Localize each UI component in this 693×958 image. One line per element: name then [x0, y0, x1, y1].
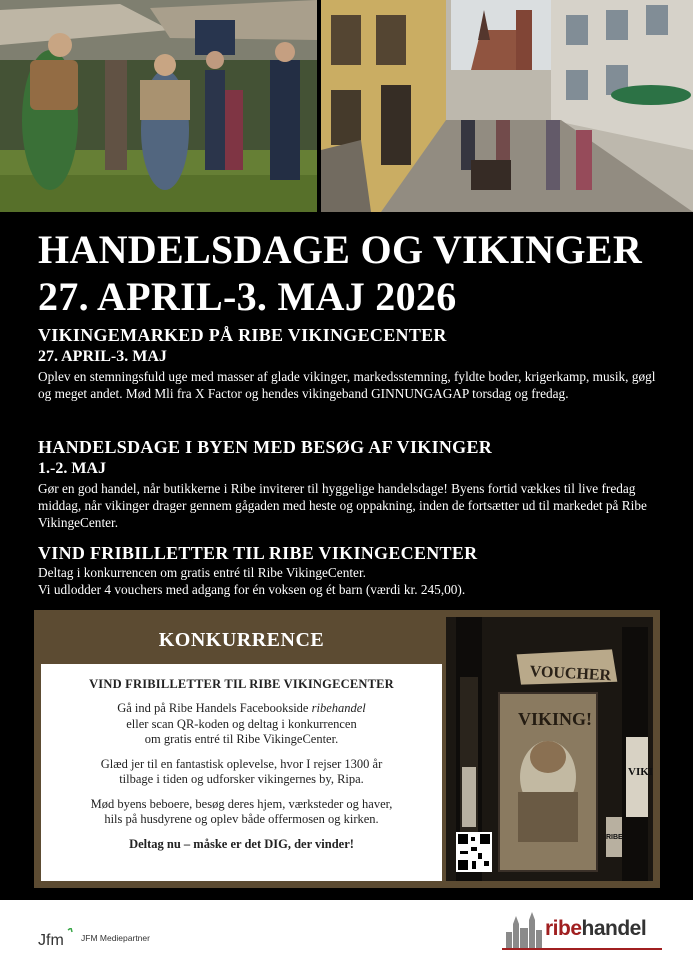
main-panel [0, 212, 693, 900]
jfm-logo[interactable] [38, 928, 74, 948]
footer [0, 900, 693, 958]
jfm-caption: JFM Mediepartner [81, 933, 150, 943]
contest-text: Gå ind på Ribe Handels Facebookside [117, 701, 312, 715]
contest-line [41, 701, 442, 717]
section-body-line: Deltag i konkurrencen om gratis entré til Ribe VikingeCenter. [38, 565, 366, 580]
contest-header: KONKURRENCE [41, 617, 442, 664]
contest-line: eller scan QR-koden og deltag i konkurrencen [126, 716, 357, 731]
contest-line: hils på husdyrene og oplev både offermosen og kirken. [104, 812, 379, 826]
section-vikingemarked [38, 325, 663, 402]
voucher-card-label: VOUCHER [529, 663, 612, 685]
voucher-photo [446, 617, 653, 881]
viking-market-photo [0, 0, 317, 212]
section-handelsdage [38, 437, 663, 531]
contest-line: om gratis entré til Ribe VikingeCenter. [144, 732, 339, 746]
bottle-label-text: VIKI [628, 766, 653, 778]
photo-strip [0, 0, 693, 212]
facebook-handle[interactable]: ribehandel [311, 701, 366, 715]
ribehandel-wordmark-ribe: ribe [545, 917, 582, 940]
contest-paragraph-facebook [41, 701, 442, 748]
section-title: HANDELSDAGE I BYEN MED BESØG AF VIKINGER [38, 437, 493, 457]
contest-paragraph-experience [41, 757, 442, 788]
section-fribilletter [38, 543, 663, 598]
section-body-line: Vi udlodder 4 vouchers med adgang for én voksen og ét barn (værdi kr. 245,00). [38, 582, 466, 597]
ribehandel-wordmark [545, 917, 646, 941]
ribehandel-wordmark-handel: handel [581, 917, 647, 940]
section-title: VIND FRIBILLETTER TIL RIBE VIKINGECENTER [38, 543, 478, 563]
section-body [38, 564, 663, 598]
ribe-street-photo [321, 0, 693, 212]
contest-box [41, 617, 442, 881]
contest-content [41, 677, 442, 852]
contest-paragraph-visit [41, 797, 442, 828]
headline [38, 226, 642, 320]
bottle-label-ribe: RIBE [606, 834, 623, 841]
ribe-skyline-icon [506, 912, 542, 950]
contest-call-to-action: Deltag nu – måske er det DIG, der vinder! [129, 836, 354, 851]
contest-frame [34, 610, 660, 888]
headline-title: HANDELSDAGE OG VIKINGER [38, 227, 643, 272]
contest-title: VIND FRIBILLETTER TIL RIBE VIKINGECENTER [89, 677, 394, 691]
contest-line: tilbage i tiden og udforsker vikingernes by, Ripa. [119, 772, 364, 786]
section-body: Oplev en stemningsfuld uge med masser af glade vikinger, markedsstemning, fyldte boder, krigerkamp, musik, gøgl og meget andet. Mød Mli fra X Factor og hendes vikingeband GINNUNGAGAP torsdag og fredag. [38, 369, 656, 401]
section-dates: 27. APRIL-3. MAJ [38, 348, 167, 365]
section-dates: 1.-2. MAJ [38, 460, 106, 477]
contest-line: Glæd jer til en fantastisk oplevelse, hvor I rejser 1300 år [100, 756, 383, 771]
headline-dates: 27. APRIL-3. MAJ 2026 [38, 274, 457, 319]
jfm-logo-text: Jfm [38, 932, 64, 948]
contest-line: Mød byens beboere, besøg deres hjem, værksteder og haver, [90, 796, 393, 811]
section-title: VIKINGEMARKED PÅ RIBE VIKINGECENTER [38, 325, 447, 345]
voucher-book-title: VIKING! [518, 709, 593, 729]
section-body: Gør en god handel, når butikkerne i Ribe inviterer til hyggelige handelsdage! Byens fortid vækkes til live fredag middag, når vikinger drager gennem gågaden med heste og oppakning, inden de fortsætter ud til markedet på Ribe VikingeCenter. [38, 481, 647, 530]
